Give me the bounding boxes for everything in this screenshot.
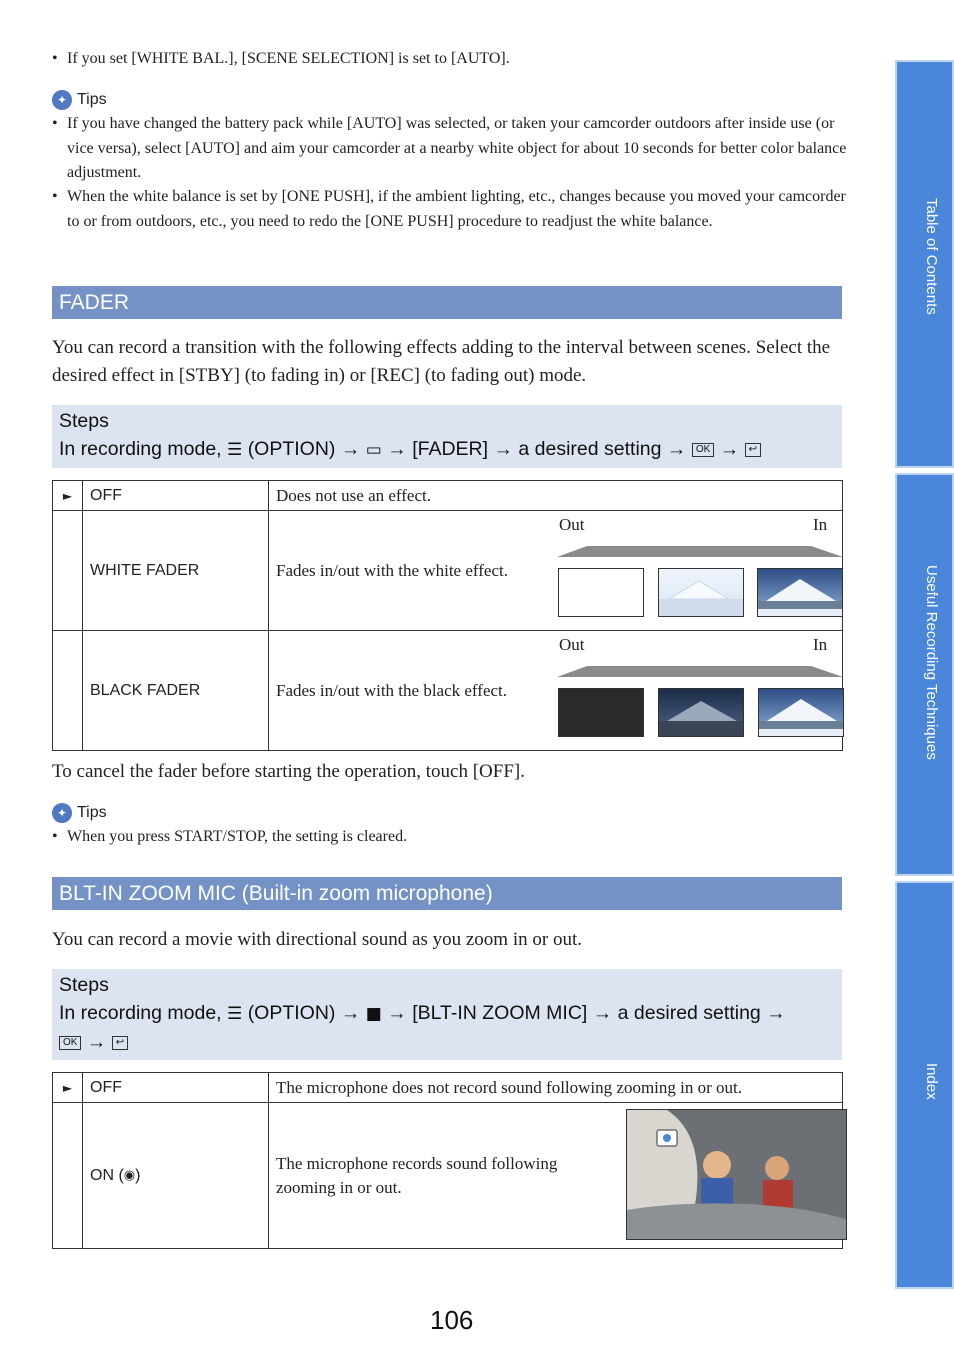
toolbox-icon: ■ (365, 1003, 382, 1024)
camera-effect-icon: ▭ (365, 439, 382, 460)
steps-path-cont (59, 1028, 835, 1056)
in-label: In (813, 635, 828, 654)
option-name-suffix: ) (135, 1166, 141, 1184)
option-name: BLACK FADER (83, 631, 269, 751)
zoom-mic-icon: ◉ (123, 1167, 136, 1183)
option-desc: The microphone records sound following zooming in or out. (276, 1153, 558, 1197)
zoom-mic-options-table (52, 1072, 843, 1249)
arrow: → (340, 1002, 361, 1024)
tab-useful-recording-techniques[interactable] (895, 473, 954, 876)
option-desc: Does not use an effect. (269, 481, 843, 511)
option-desc: Fades in/out with the black effect. (276, 680, 508, 700)
option-name: OFF (83, 481, 269, 511)
tips-label: Tips (77, 804, 107, 821)
steps-option: (OPTION) (247, 438, 336, 460)
fader-steps-box (52, 405, 842, 468)
note-text: If you set [WHITE BAL.], [SCENE SELECTION] is set to [AUTO]. (67, 50, 510, 67)
section-heading-zoom-mic: BLT-IN ZOOM MIC (Built-in zoom microphone) (52, 877, 842, 910)
table-row (53, 481, 843, 511)
table-row (53, 631, 843, 751)
option-icon: ☰ (227, 439, 243, 460)
table-row (53, 1103, 843, 1249)
table-row (53, 1073, 843, 1103)
tips-label: Tips (77, 91, 107, 108)
fade-arrow (557, 543, 843, 561)
arrow: → (340, 438, 361, 460)
arrow: → (666, 438, 687, 460)
zoom-mic-intro: You can record a movie with directional sound as you zoom in or out. (52, 929, 582, 950)
return-icon: ↩ (745, 443, 761, 457)
marker-cell (53, 511, 83, 631)
fader-intro: You can record a transition with the following effects adding to the interval between scenes. Select the desired effect in [STBY] (to fading in) or [REC] (to fading out) mode. (52, 337, 831, 386)
option-desc: Fades in/out with the white effect. (276, 560, 508, 580)
mountain-scene-thumb (757, 568, 843, 617)
lightbulb-icon: ✦ (52, 803, 72, 823)
tips-header (52, 89, 107, 111)
arrow: → (387, 1002, 407, 1024)
steps-setting: a desired setting (617, 1002, 761, 1024)
steps-title: Steps (59, 410, 109, 432)
arrow: → (592, 1002, 613, 1024)
steps-path (59, 999, 835, 1028)
steps-setting: a desired setting (518, 438, 662, 460)
ok-icon: OK (59, 1036, 81, 1050)
black-frame-thumb (558, 688, 644, 737)
out-label: Out (559, 635, 585, 654)
option-desc-cell (269, 1103, 843, 1249)
arrow: → (387, 438, 407, 460)
option-name: OFF (83, 1073, 269, 1103)
page-number: 106 (430, 1305, 474, 1335)
arrow: → (719, 438, 740, 460)
option-name-cell (83, 1103, 269, 1249)
tab-label: Useful Recording Techniques (923, 565, 940, 760)
steps-title: Steps (59, 974, 109, 996)
tab-label: Table of Contents (923, 198, 940, 315)
lightbulb-icon: ✦ (52, 90, 72, 110)
steps-option: (OPTION) (247, 1002, 336, 1024)
steps-prefix: In recording mode, (59, 1002, 222, 1024)
tab-label: Index (923, 1063, 940, 1100)
steps-item: [BLT-IN ZOOM MIC] (412, 1002, 588, 1024)
marker-cell (53, 631, 83, 751)
option-icon: ☰ (227, 1003, 243, 1024)
in-label: In (813, 515, 828, 534)
table-row (53, 511, 843, 631)
fader-cancel-note: To cancel the fader before starting the operation, touch [OFF]. (52, 761, 525, 782)
option-desc: The microphone does not record sound following zooming in or out. (269, 1073, 843, 1103)
option-name: WHITE FADER (83, 511, 269, 631)
tips-item-text: If you have changed the battery pack while [AUTO] was selected, or taken your camcorder outdoors after inside use (or vice versa), select [AUTO] and aim your camcorder at a nearby white object for about 10 seconds for better color balance adjustment. (67, 115, 847, 181)
fader-options-table (52, 480, 843, 751)
steps-path (59, 435, 835, 464)
arrow: → (766, 1002, 786, 1024)
fade-arrow (557, 663, 843, 681)
steps-fader: [FADER] (412, 438, 489, 460)
steps-prefix: In recording mode, (59, 438, 222, 460)
ok-icon: OK (692, 443, 714, 457)
zoom-mic-scene-thumb (626, 1109, 847, 1240)
tab-index[interactable] (895, 881, 954, 1289)
faded-scene-thumb (658, 568, 744, 617)
faded-scene-thumb (658, 688, 744, 737)
return-icon: ↩ (112, 1036, 128, 1050)
section-heading-fader: FADER (52, 286, 842, 319)
arrow: → (86, 1030, 107, 1053)
option-name: ON ( (90, 1166, 124, 1184)
option-desc-cell (269, 631, 843, 751)
tips-header (52, 802, 107, 824)
mountain-scene-thumb (758, 688, 844, 737)
tips-item-text: When the white balance is set by [ONE PUSH], if the ambient lighting, etc., changes because you moved your camcorder to or from outdoors, etc., you need to redo the [ONE PUSH] procedure to readjust the white balance. (67, 188, 846, 230)
option-desc-cell (269, 511, 843, 631)
out-label: Out (559, 515, 585, 534)
tips-item-text: When you press START/STOP, the setting is cleared. (67, 828, 408, 845)
arrow: → (493, 438, 513, 460)
marker-cell (53, 1103, 83, 1249)
default-marker: ► (53, 1073, 83, 1103)
white-frame-thumb (558, 568, 644, 617)
zoom-mic-steps-box (52, 969, 842, 1060)
default-marker: ► (53, 481, 83, 511)
tab-table-of-contents[interactable] (895, 60, 954, 468)
